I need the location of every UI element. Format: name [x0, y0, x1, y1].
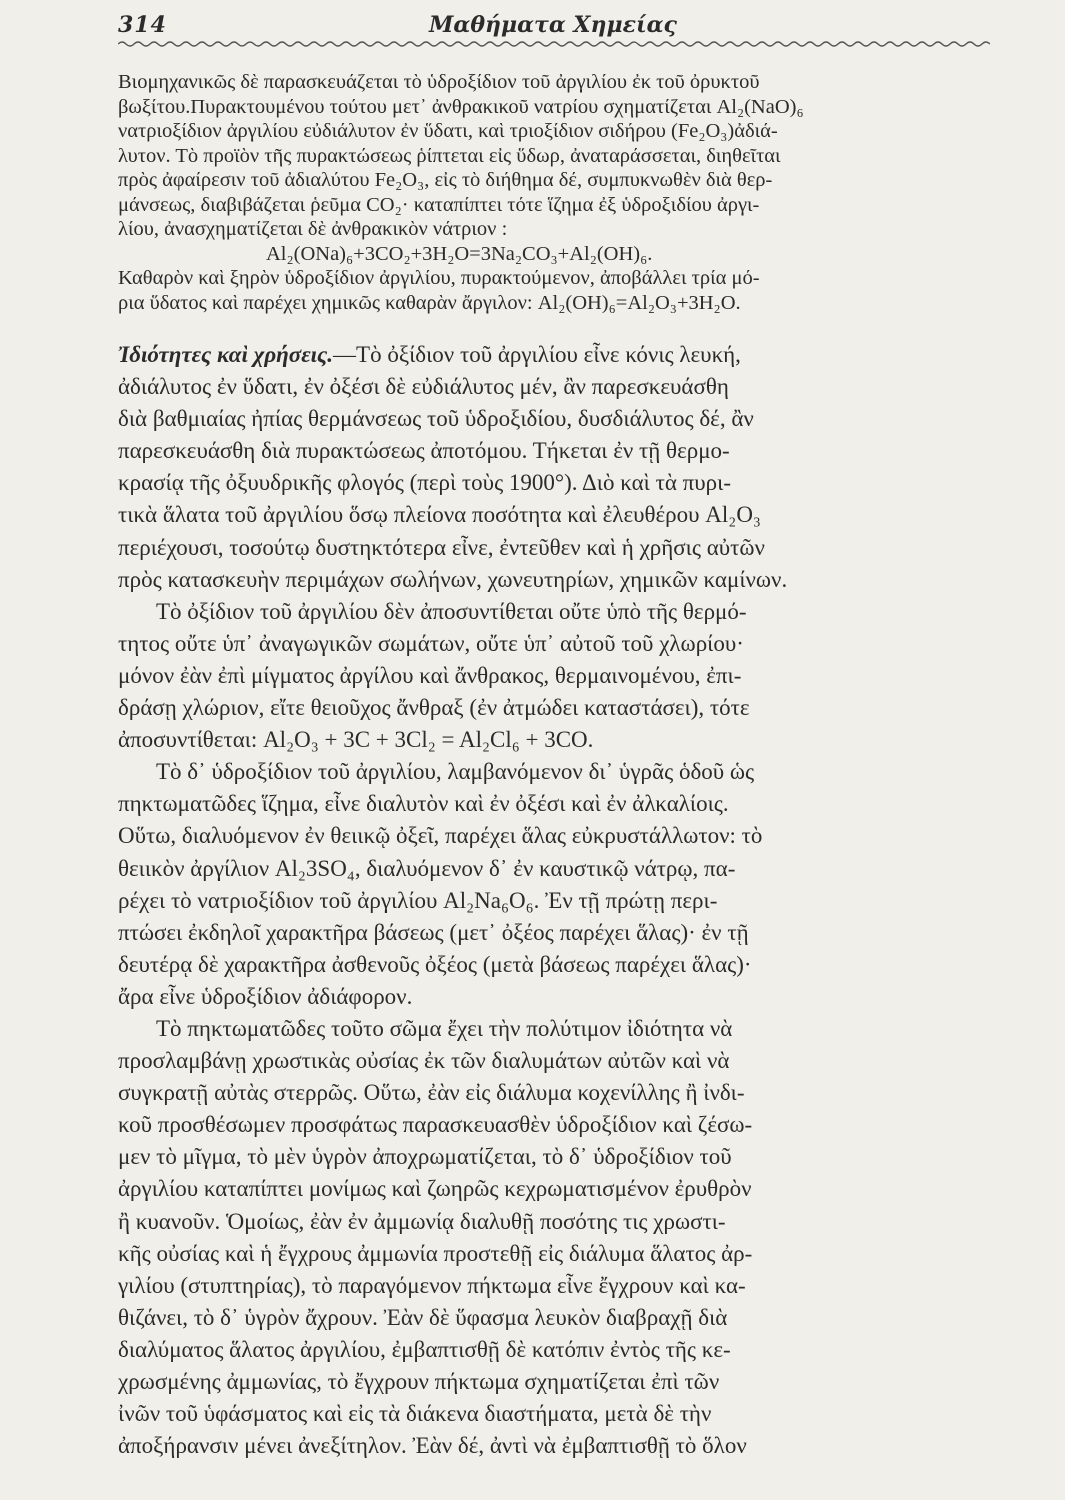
text-line: θιζάνει, τὸ δ᾿ ὑγρὸν ἄχρουν. Ἐὰν δὲ ὕφασμα λευκὸν διαβραχῇ διὰ	[118, 1304, 728, 1330]
text-line: πρὸς κατασκευὴν περιμάχων σωλήνων, χωνευτηρίων, χημικῶν καμίνων.	[118, 566, 788, 592]
chemical-equation: Al₂(ONa)₆+3CO₂+3H₂O=3Na₂CO₃+Al₂(OH)₆.	[266, 242, 653, 265]
text-line: ἢ κυανοῦν. Ὁμοίως, ἐὰν ἐν ἀμμωνίᾳ διαλυθῇ ποσότης τις χρωστι-	[118, 1208, 726, 1234]
text-line: μόνον ἐὰν ἐπὶ μίγματος ἀργίλου καὶ ἄνθρακος, θερμαινομένου, ἐπι-	[118, 662, 742, 688]
text-line: συγκρατῇ αὐτὰς στερρῶς. Οὕτω, ἐὰν εἰς διάλυμα κοχενίλλης ἢ ἰνδι-	[118, 1080, 745, 1106]
intro-paragraph	[118, 70, 998, 315]
text-line: τικὰ ἅλατα τοῦ ἀργιλίου ὅσῳ πλείονα ποσότητα καὶ ἐλευθέρου Al₂O₃	[118, 502, 761, 528]
text-line: πρὸς ἀφαίρεσιν τοῦ ἀδιαλύτου Fe₂O₃, εἰς τὸ διήθημα δέ, συμπυκνωθὲν διὰ θερ-	[118, 169, 773, 191]
text-line: περιέχουσι, τοσούτῳ δυστηκτότερα εἶνε, ἐντεῦθεν καὶ ἡ χρῆσις αὐτῶν	[118, 534, 765, 560]
text-line: ρια ὕδατος καὶ παρέχει χημικῶς καθαρὰν ἄργιλον: Al₂(OH)₆=Al₂O₃+3H₂O.	[118, 291, 741, 314]
section-heading: Ἰδιότητες καὶ χρήσεις.	[118, 342, 334, 367]
text-line: δευτέρᾳ δὲ χαρακτῆρα ἀσθενοῦς ὀξέος (μετὰ βάσεως παρέχει ἅλας)·	[118, 951, 752, 977]
text-line: λίου, ἀνασχηματίζεται δὲ ἀνθρακικὸν νάτριον :	[118, 218, 508, 240]
section-heading-rest: —Τὸ ὀξίδιον τοῦ ἀργιλίου εἶνε κόνις λευκή,	[333, 342, 741, 367]
text-line: μάνσεως, διαβιβάζεται ῥεῦμα CO₂· καταπίπτει τότε ἵζημα ἐξ ὑδροξιδίου ἀργι-	[118, 193, 760, 216]
chemical-equation: ἀποσυντίθεται: Al₂O₃ + 3C + 3Cl₂ = Al₂Cl₆ + 3CO.	[118, 727, 594, 753]
running-title: Μαθήματα Χημείας	[429, 12, 677, 38]
text-line: Τὸ ὀξίδιον τοῦ ἀργιλίου δὲν ἀποσυντίθεται οὔτε ὑπὸ τῆς θερμό-	[156, 598, 747, 624]
text-line: βωξίτου.Πυρακτουμένου τούτου μετ᾿ ἀνθρακικοῦ νατρίου σχηματίζεται Al₂(NaO)₆	[118, 95, 804, 118]
text-line: χρωσμένης ἀμμωνίας, τὸ ἔγχρουν πήκτωμα σχηματίζεται ἐπὶ τῶν	[118, 1369, 720, 1394]
text-line: θειικὸν ἀργίλιον Al₂3SO₄, διαλυόμενον δ᾿ ἐν καυστικῷ νάτρῳ, πα-	[118, 855, 736, 881]
text-line: διαλύματος ἅλατος ἀργιλίου, ἐμβαπτισθῇ δὲ κατόπιν ἐντὸς τῆς κε-	[118, 1336, 731, 1362]
text-line: πτώσει ἐκδηλοῖ χαρακτῆρα βάσεως (μετ᾿ ὀξέος παρέχει ἅλας)· ἐν τῇ	[118, 919, 749, 945]
text-line: δράσῃ χλώριον, εἴτε θειοῦχος ἄνθραξ (ἐν ἀτμώδει καταστάσει), τότε	[118, 695, 750, 721]
text-line: ἰνῶν τοῦ ὑφάσματος καὶ εἰς τὰ διάκενα διαστήματα, μετὰ δὲ τὴν	[118, 1401, 712, 1427]
text-line: Τὸ δ᾿ ὑδροξίδιον τοῦ ἀργιλίου, λαμβανόμενον δι᾿ ὑγρᾶς ὁδοῦ ὡς	[156, 759, 755, 785]
text-line: κῆς οὐσίας καὶ ἡ ἔγχρους ἀμμωνία προστεθῇ εἰς διάλυμα ἅλατος ἀρ-	[118, 1240, 753, 1266]
text-line: Οὕτω, διαλυόμενον ἐν θειικῷ ὀξεῖ, παρέχει ἅλας εὐκρυστάλλωτον: τὸ	[118, 823, 763, 849]
text-line: γιλίου (στυπτηρίας), τὸ παραγόμενον πήκτωμα εἶνε ἔγχρουν καὶ κα-	[118, 1272, 746, 1298]
text-line: κοῦ προσθέσωμεν προσφάτως παρασκευασθὲν ὑδροξίδιον καὶ ζέσω-	[118, 1112, 753, 1138]
text-line: διὰ βαθμιαίας ἠπίας θερμάνσεως τοῦ ὑδροξιδίου, δυσδιάλυτος δέ, ἂν	[118, 406, 754, 432]
text-line: Καθαρὸν καὶ ξηρὸν ὑδροξίδιον ἀργιλίου, πυρακτούμενον, ἀποβάλλει τρία μό-	[118, 267, 760, 289]
decorative-wavy-rule	[118, 38, 990, 52]
text-line: τητος οὔτε ὑπ᾿ ἀναγωγικῶν σωμάτων, οὔτε ὑπ᾿ αὐτοῦ τοῦ χλωρίου·	[118, 630, 744, 656]
page-number: 314	[118, 12, 167, 38]
text-line: Τὸ πηκτωματῶδες τοῦτο σῶμα ἔχει τὴν πολύτιμον ἰδιότητα νὰ	[156, 1015, 733, 1041]
text-line: νατριοξίδιον ἀργιλίου εὐδιάλυτον ἐν ὕδατι, καὶ τριοξίδιον σιδήρου (Fe₂O₃)ἀδιά-	[118, 120, 778, 142]
text-line: Βιομηχανικῶς δὲ παρασκευάζεται τὸ ὑδροξίδιον τοῦ ἀργιλίου ἐκ τοῦ ὀρυκτοῦ	[118, 71, 760, 93]
text-line: πηκτωματῶδες ἵζημα, εἶνε διαλυτὸν καὶ ἐν ὀξέσι καὶ ἐν ἀλκαλίοις.	[118, 791, 729, 817]
text-line: ἀποξήρανσιν μένει ἀνεξίτηλον. Ἐὰν δέ, ἀντὶ νὰ ἐμβαπτισθῇ τὸ ὅλον	[118, 1433, 747, 1459]
text-line: ἀδιάλυτος ἐν ὕδατι, ἐν ὀξέσι δὲ εὐδιάλυτος μέν, ἂν παρεσκευάσθη	[118, 374, 729, 400]
text-line: κρασίᾳ τῆς ὀξυυδρικῆς φλογός (περὶ τοὺς 1900°). Διὸ καὶ τὰ πυρι-	[118, 470, 731, 496]
text-line: ἄρα εἶνε ὑδροξίδιον ἀδιάφορον.	[118, 983, 413, 1009]
text-line: ἀργιλίου καταπίπτει μονίμως καὶ ζωηρῶς κεχρωματισμένον ἐρυθρὸν	[118, 1176, 752, 1202]
text-line: λυτον. Τὸ προϊὸν τῆς πυρακτώσεως ῥίπτεται εἰς ὕδωρ, ἀναταράσσεται, διηθεῖται	[118, 144, 781, 167]
text-line: μεν τὸ μῖγμα, τὸ μὲν ὑγρὸν ἀποχρωματίζεται, τὸ δ᾿ ὑδροξίδιον τοῦ	[118, 1144, 732, 1170]
text-line: προσλαμβάνῃ χρωστικὰς οὐσίας ἐκ τῶν διαλυμάτων αὐτῶν καὶ νὰ	[118, 1048, 730, 1074]
section-heading-line	[118, 339, 998, 371]
text-line: παρεσκευάσθη διὰ πυρακτώσεως ἀποτόμου. Τήκεται ἐν τῇ θερμο-	[118, 438, 730, 464]
main-text	[118, 339, 998, 1462]
text-line: ρέχει τὸ νατριοξίδιον τοῦ ἀργιλίου Al₂Na₆O₆. Ἐν τῇ πρώτῃ περι-	[118, 887, 718, 913]
